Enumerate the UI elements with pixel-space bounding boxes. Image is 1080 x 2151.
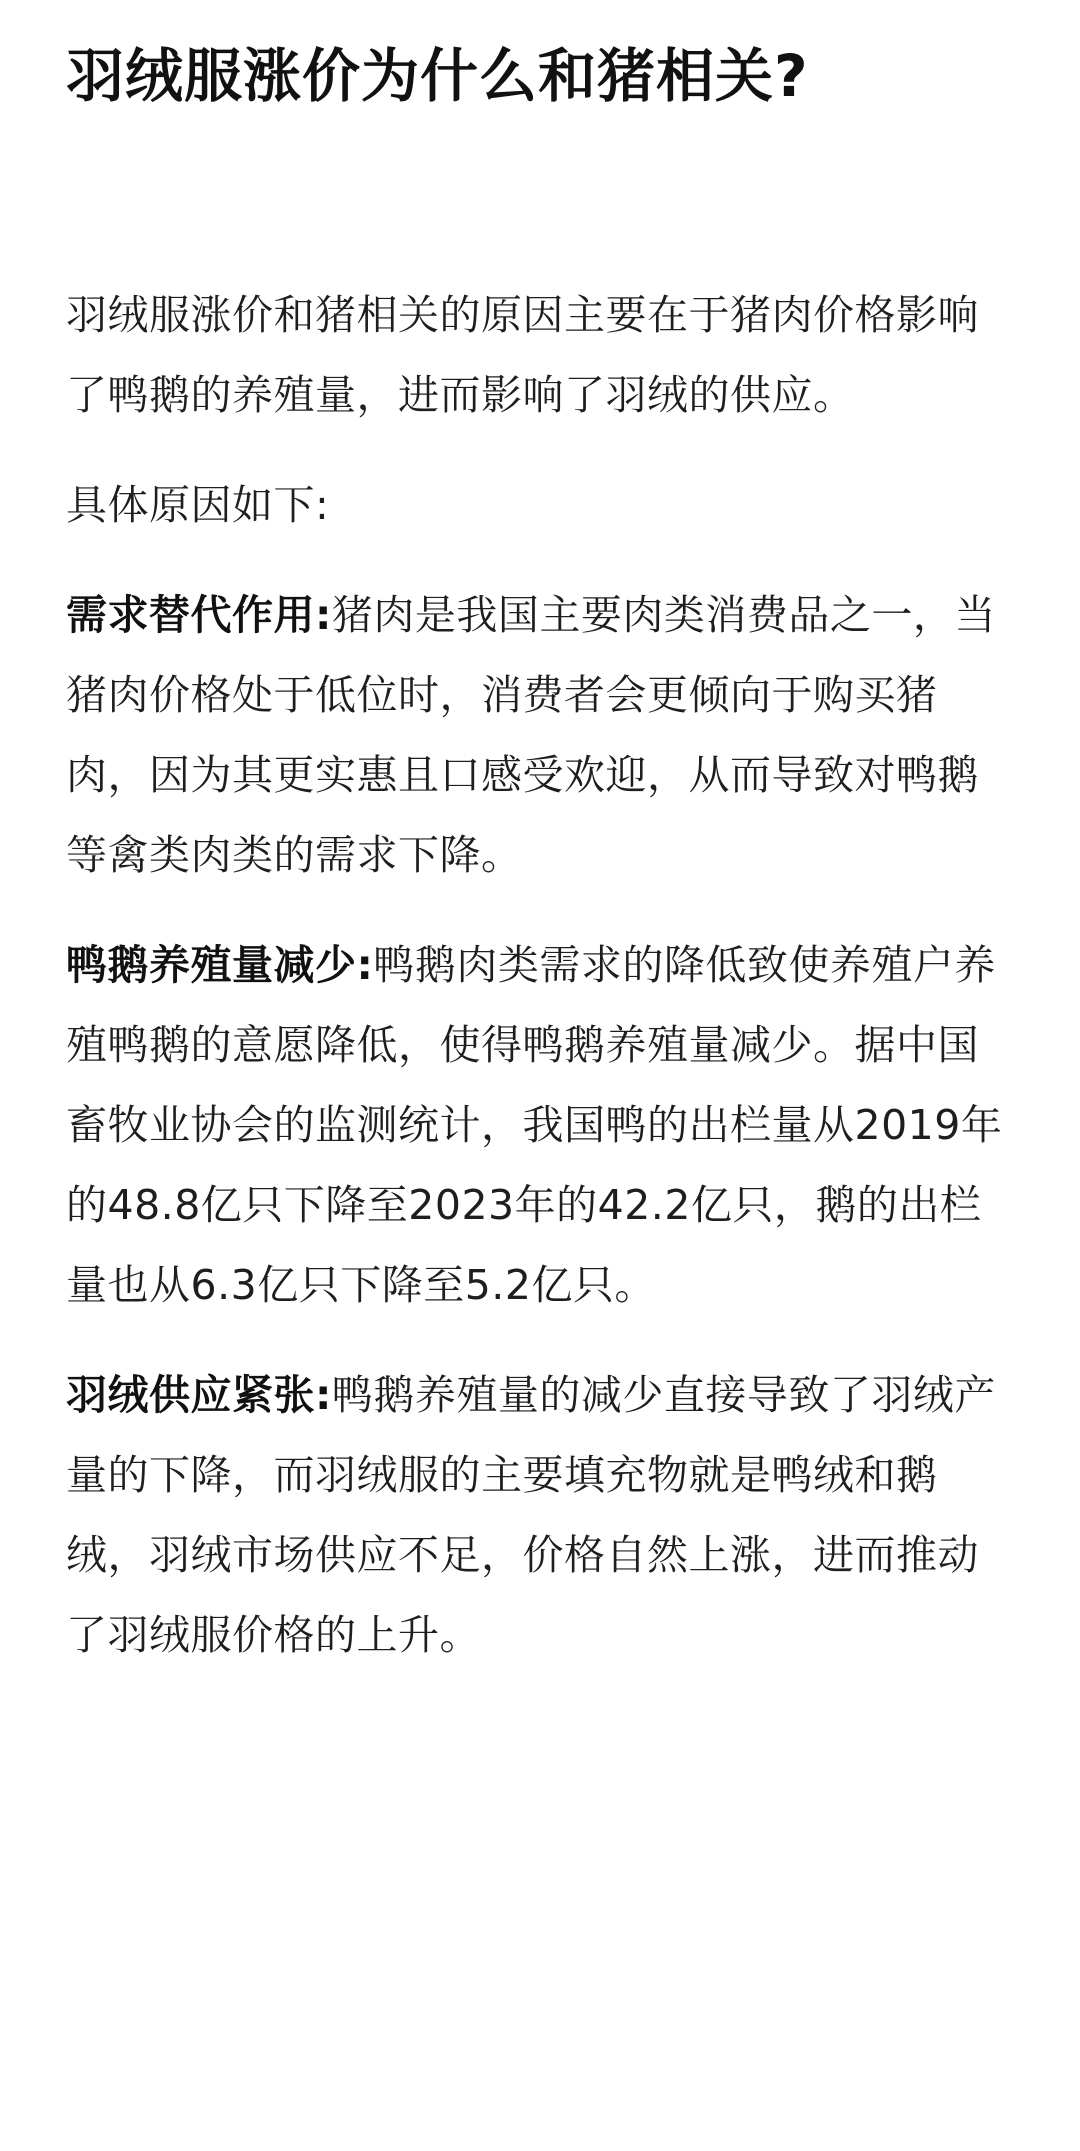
point-body: 猪肉是我国主要肉类消费品之一，当猪肉价格处于低位时，消费者会更倾向于购买猪肉，因为其更实惠且口感受欢迎，从而导致对鸭鹅等禽类肉类的需求下降。 [66,591,996,879]
point-paragraph-breeding [66,925,1014,1325]
point-body: 鸭鹅养殖量的减少直接导致了羽绒产量的下降，而羽绒服的主要填充物就是鸭绒和鹅绒，羽绒市场供应不足，价格自然上涨，进而推动了羽绒服价格的上升。 [66,1371,996,1659]
point-heading: 鸭鹅养殖量减少: [66,941,374,989]
point-body: 鸭鹅肉类需求的降低致使养殖户养殖鸭鹅的意愿降低，使得鸭鹅养殖量减少。据中国畜牧业协会的监测统计，我国鸭的出栏量从2019年的48.8亿只下降至2023年的42.2亿只，鹅的出栏量也从6.3亿只下降至5.2亿只。 [66,941,1003,1309]
point-heading: 羽绒供应紧张: [66,1371,332,1419]
article-title: 羽绒服涨价为什么和猪相关? [66,42,809,110]
point-paragraph-supply [66,1355,1014,1675]
point-paragraph-demand [66,575,1014,895]
point-heading: 需求替代作用: [66,591,332,639]
lead-paragraph: 具体原因如下: [66,481,330,529]
intro-paragraph: 羽绒服涨价和猪相关的原因主要在于猪肉价格影响了鸭鹅的养殖量，进而影响了羽绒的供应。 [66,291,979,419]
